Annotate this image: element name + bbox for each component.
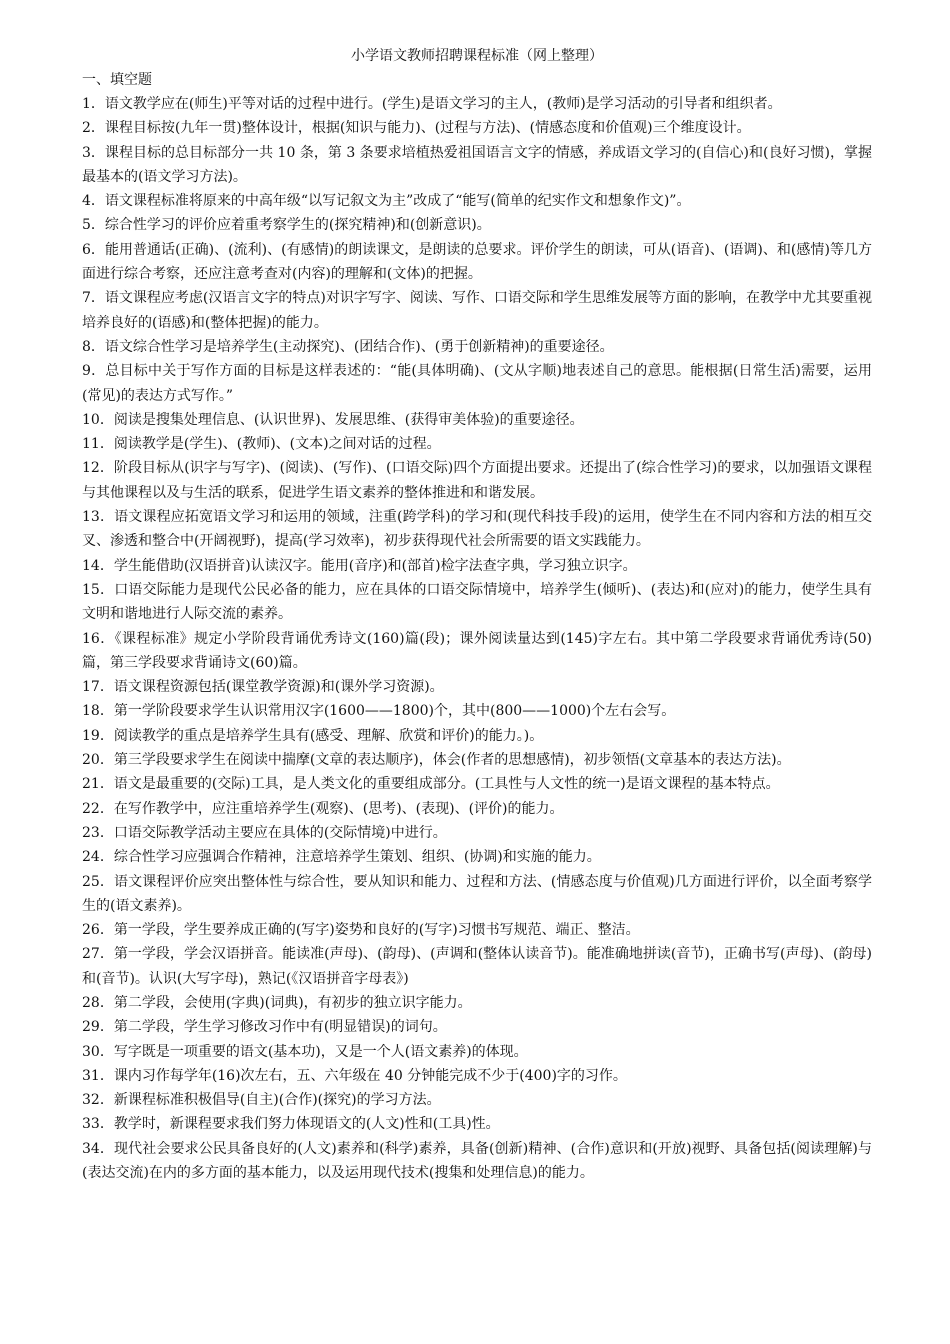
question-item: 7．语文课程应考虑(汉语言文字的特点)对识字写字、阅读、写作、口语交际和学生思维发展等方面的影响，在教学中尤其要重视培养良好的(语感)和(整体把握)的能力。 <box>82 290 872 331</box>
question-item: 29．第二学段，学生学习修改习作中有(明显错误)的词句。 <box>82 1019 447 1036</box>
question-item: 28．第二学段，会使用(字典)(词典)，有初步的独立识字能力。 <box>82 994 472 1011</box>
question-item: 27．第一学段，学会汉语拼音。能读准(声母)、(韵母)、(声调和(整体认读音节)。能准确地拼读(音节)，正确书写(声母)、(韵母)和(音节)。认识(大写字母)，熟记(《汉语拼音字母表》) <box>82 946 872 987</box>
document-title: 小学语文教师招聘课程标准（网上整理） <box>351 48 603 64</box>
question-item: 1．语文教学应在(师生)平等对话的过程中进行。(学生)是语文学习的主人，(教师)是学习活动的引导者和组织者。 <box>82 96 782 112</box>
question-item: 5．综合性学习的评价应着重考察学生的(探究精神)和(创新意识)。 <box>82 217 491 234</box>
question-item: 15．口语交际能力是现代公民必备的能力，应在具体的口语交际情境中，培养学生(倾听)、(表达)和(应对)的能力，使学生具有文明和谐地进行人际交流的素养。 <box>82 581 872 623</box>
question-item: 6．能用普通话(正确)、(流利)、(有感情)的朗读课文，是朗读的总要求。评价学生的朗读，可从(语音)、(语调)、和(感情)等几方面进行综合考察，还应注意考查对(内容)的理解和(文体)的把握。 <box>82 241 872 283</box>
question-item: 16．《课程标准》规定小学阶段背诵优秀诗文(160)篇(段)；课外阅读量达到(145)字左右。其中第二学段要求背诵优秀诗(50)篇，第三学段要求背诵诗文(60)篇。 <box>82 630 872 671</box>
question-item: 24．综合性学习应强调合作精神，注意培养学生策划、组织、(协调)和实施的能力。 <box>82 849 601 866</box>
question-item: 17．语文课程资源包括(课堂教学资源)和(课外学习资源)。 <box>82 679 444 696</box>
question-item: 23．口语交际教学活动主要应在具体的(交际情境)中进行。 <box>82 824 447 841</box>
question-item: 21．语文是最重要的(交际)工具，是人类文化的重要组成部分。(工具性与人文性的统一)是语文课程的基本特点。 <box>82 776 780 793</box>
question-list <box>82 92 872 1185</box>
question-item: 34．现代社会要求公民具备良好的(人文)素养和(科学)素养，具备(创新)精神、(合作)意识和(开放)视野、具备包括(阅读理解)与(表达交流)在内的多方面的基本能力，以及运用现代技术(搜集和处理信息)的能力。 <box>82 1140 872 1182</box>
question-item: 8．语文综合性学习是培养学生(主动探究)、(团结合作)、(勇于创新精神)的重要途径。 <box>82 338 614 355</box>
question-item: 4．语文课程标准将原来的中高年级“以写记叙文为主”改成了“能写(简单的纪实作文和想象作文)”。 <box>82 193 691 210</box>
question-item: 13．语文课程应拓宽语文学习和运用的领域，注重(跨学科)的学习和(现代科技手段)的运用，使学生在不同内容和方法的相互交叉、渗透和整合中(开阔视野)，提高(学习效率)，初步获得现代社会所需要的语文实践能力。 <box>82 509 872 550</box>
question-item: 26．第一学段，学生要养成正确的(写字)姿势和良好的(写字)习惯书写规范、端正、整洁。 <box>82 922 640 939</box>
question-item: 25．语文课程评价应突出整体性与综合性，要从知识和能力、过程和方法、(情感态度与价值观)几方面进行评价，以全面考察学生的(语文素养)。 <box>82 873 872 914</box>
question-item: 22．在写作教学中，应注重培养学生(观察)、(思考)、(表现)、(评价)的能力。 <box>82 800 564 817</box>
question-item: 31．课内习作每学年(16)次左右，五、六年级在 40 分钟能完成不少于(400)字的习作。 <box>82 1067 627 1084</box>
question-item: 30．写字既是一项重要的语文(基本功)，又是一个人(语文素养)的体现。 <box>82 1043 528 1060</box>
question-item: 12．阶段目标从(识字与写字)、(阅读)、(写作)、(口语交际)四个方面提出要求。还提出了(综合性学习)的要求，以加强语文课程与其他课程以及与生活的联系，促进学生语文素养的整体推进和和谐发展。 <box>82 460 872 501</box>
question-item: 9．总目标中关于写作方面的目标是这样表述的：“能(具体明确)、(文从字顺)地表述自己的意思。能根据(日常生活)需要，运用(常见)的表达方式写作。” <box>82 363 872 404</box>
section-heading: 一、填空题 <box>82 72 152 88</box>
question-item: 2．课程目标按(九年一贯)整体设计，根据(知识与能力)、(过程与方法)、(情感态度和价值观)三个维度设计。 <box>82 120 751 137</box>
question-item: 20．第三学段要求学生在阅读中揣摩(文章的表达顺序)，体会(作者的思想感情)，初步领悟(文章基本的表达方法)。 <box>82 752 791 769</box>
question-item: 19．阅读教学的重点是培养学生具有(感受、理解、欣赏和评价)的能力。)。 <box>82 727 544 744</box>
question-item: 18．第一学阶段要求学生认识常用汉字(1600——1800)个，其中(800——1000)个左右会写。 <box>82 703 676 720</box>
question-item: 11．阅读教学是(学生)、(教师)、(文本)之间对话的过程。 <box>82 436 441 453</box>
question-item: 14．学生能借助(汉语拼音)认读汉字。能用(音序)和(部首)检字法查字典，学习独立识字。 <box>82 557 637 574</box>
question-item: 33．教学时，新课程要求我们努力体现语文的(人文)性和(工具)性。 <box>82 1116 500 1133</box>
question-item: 10．阅读是搜集处理信息、(认识世界)、发展思维、(获得审美体验)的重要途径。 <box>82 411 584 428</box>
question-item: 32．新课程标准积极倡导(自主)(合作)(探究)的学习方法。 <box>82 1092 441 1109</box>
question-item: 3．课程目标的总目标部分一共 10 条，第 3 条要求培植热爱祖国语言文字的情感，养成语文学习的(自信心)和(良好习惯)，掌握最基本的(语文学习方法)。 <box>82 144 872 185</box>
